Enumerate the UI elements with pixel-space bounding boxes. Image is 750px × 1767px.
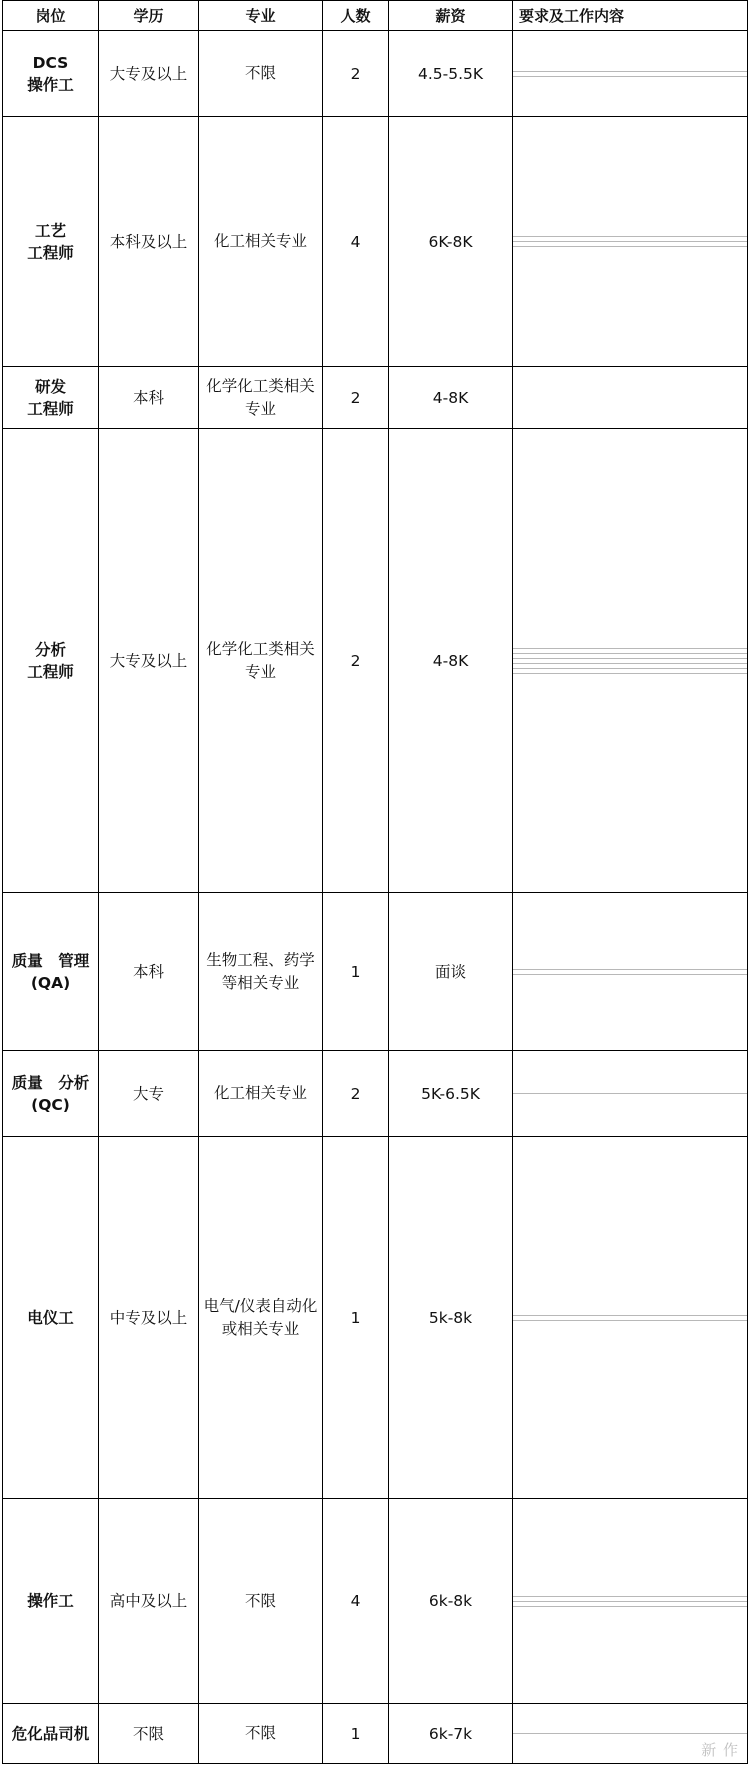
requirement-item [513, 1607, 747, 1611]
cell-salary: 6K-8K [389, 117, 513, 367]
cell-education: 大专及以上 [99, 429, 199, 893]
requirement-item [513, 674, 747, 678]
cell-education: 高中及以上 [99, 1499, 199, 1704]
header-salary: 薪资 [389, 1, 513, 31]
cell-requirements [513, 367, 748, 429]
cell-headcount: 2 [323, 31, 389, 117]
cell-position: 危化品司机 [3, 1704, 99, 1764]
table-row [3, 31, 748, 117]
table-row [3, 117, 748, 367]
cell-requirements [513, 429, 748, 893]
cell-requirements [513, 1137, 748, 1499]
cell-salary: 面谈 [389, 893, 513, 1051]
cell-requirements [513, 1051, 748, 1137]
cell-salary: 5k-8k [389, 1137, 513, 1499]
cell-salary: 4-8K [389, 429, 513, 893]
cell-headcount: 2 [323, 367, 389, 429]
header-major: 专业 [199, 1, 323, 31]
cell-salary: 6k-7k [389, 1704, 513, 1764]
requirements-list [513, 1729, 747, 1738]
cell-position: 工艺 工程师 [3, 117, 99, 367]
table-row [3, 1499, 748, 1704]
requirements-list [513, 1592, 747, 1611]
cell-major: 化学化工类相关专业 [199, 429, 323, 893]
requirements-list [513, 1089, 747, 1098]
cell-salary: 5K-6.5K [389, 1051, 513, 1137]
cell-major: 不限 [199, 1704, 323, 1764]
header-headcount: 人数 [323, 1, 389, 31]
header-education: 学历 [99, 1, 199, 31]
cell-major: 不限 [199, 1499, 323, 1704]
cell-requirements [513, 1499, 748, 1704]
requirements-list [513, 1311, 747, 1325]
requirement-item [513, 1094, 747, 1098]
cell-headcount: 2 [323, 429, 389, 893]
cell-headcount: 1 [323, 893, 389, 1051]
table-row [3, 893, 748, 1051]
requirement-item [513, 1734, 747, 1738]
requirements-list [513, 965, 747, 979]
cell-position: 操作工 [3, 1499, 99, 1704]
cell-salary: 6k-8k [389, 1499, 513, 1704]
cell-major: 电气/仪表自动化或相关专业 [199, 1137, 323, 1499]
cell-education: 大专 [99, 1051, 199, 1137]
cell-position: 研发 工程师 [3, 367, 99, 429]
job-listing-table [2, 0, 748, 1764]
table-row [3, 1051, 748, 1137]
job-table-sheet [2, 0, 747, 1764]
requirement-item [513, 247, 747, 251]
table-row [3, 1704, 748, 1764]
cell-headcount: 2 [323, 1051, 389, 1137]
cell-education: 本科 [99, 893, 199, 1051]
table-row [3, 367, 748, 429]
cell-position: 质量 管理 (QA) [3, 893, 99, 1051]
cell-headcount: 4 [323, 1499, 389, 1704]
cell-position: DCS 操作工 [3, 31, 99, 117]
cell-education: 不限 [99, 1704, 199, 1764]
requirements-list [513, 644, 747, 678]
cell-headcount: 1 [323, 1137, 389, 1499]
cell-requirements [513, 117, 748, 367]
header-requirements: 要求及工作内容 [513, 1, 748, 31]
cell-major: 不限 [199, 31, 323, 117]
requirement-item [513, 77, 747, 81]
cell-major: 化工相关专业 [199, 117, 323, 367]
job-rows [3, 31, 748, 1764]
cell-education: 中专及以上 [99, 1137, 199, 1499]
cell-requirements [513, 31, 748, 117]
cell-headcount: 4 [323, 117, 389, 367]
cell-headcount: 1 [323, 1704, 389, 1764]
header-position: 岗位 [3, 1, 99, 31]
requirements-list [513, 232, 747, 251]
cell-education: 本科及以上 [99, 117, 199, 367]
cell-requirements [513, 893, 748, 1051]
cell-salary: 4-8K [389, 367, 513, 429]
cell-position: 分析 工程师 [3, 429, 99, 893]
cell-salary: 4.5-5.5K [389, 31, 513, 117]
requirements-list [513, 396, 747, 400]
cell-education: 大专及以上 [99, 31, 199, 117]
requirement-item [513, 1321, 747, 1325]
cell-major: 生物工程、药学等相关专业 [199, 893, 323, 1051]
table-row [3, 429, 748, 893]
requirement-item [513, 975, 747, 979]
cell-position: 质量 分析 (QC) [3, 1051, 99, 1137]
cell-education: 本科 [99, 367, 199, 429]
cell-major: 化学化工类相关专业 [199, 367, 323, 429]
cell-major: 化工相关专业 [199, 1051, 323, 1137]
requirement-item [513, 396, 747, 400]
cell-position: 电仪工 [3, 1137, 99, 1499]
watermark-text: 新 作 [701, 1741, 739, 1759]
table-header-row [3, 1, 748, 31]
requirements-list [513, 67, 747, 81]
table-row [3, 1137, 748, 1499]
